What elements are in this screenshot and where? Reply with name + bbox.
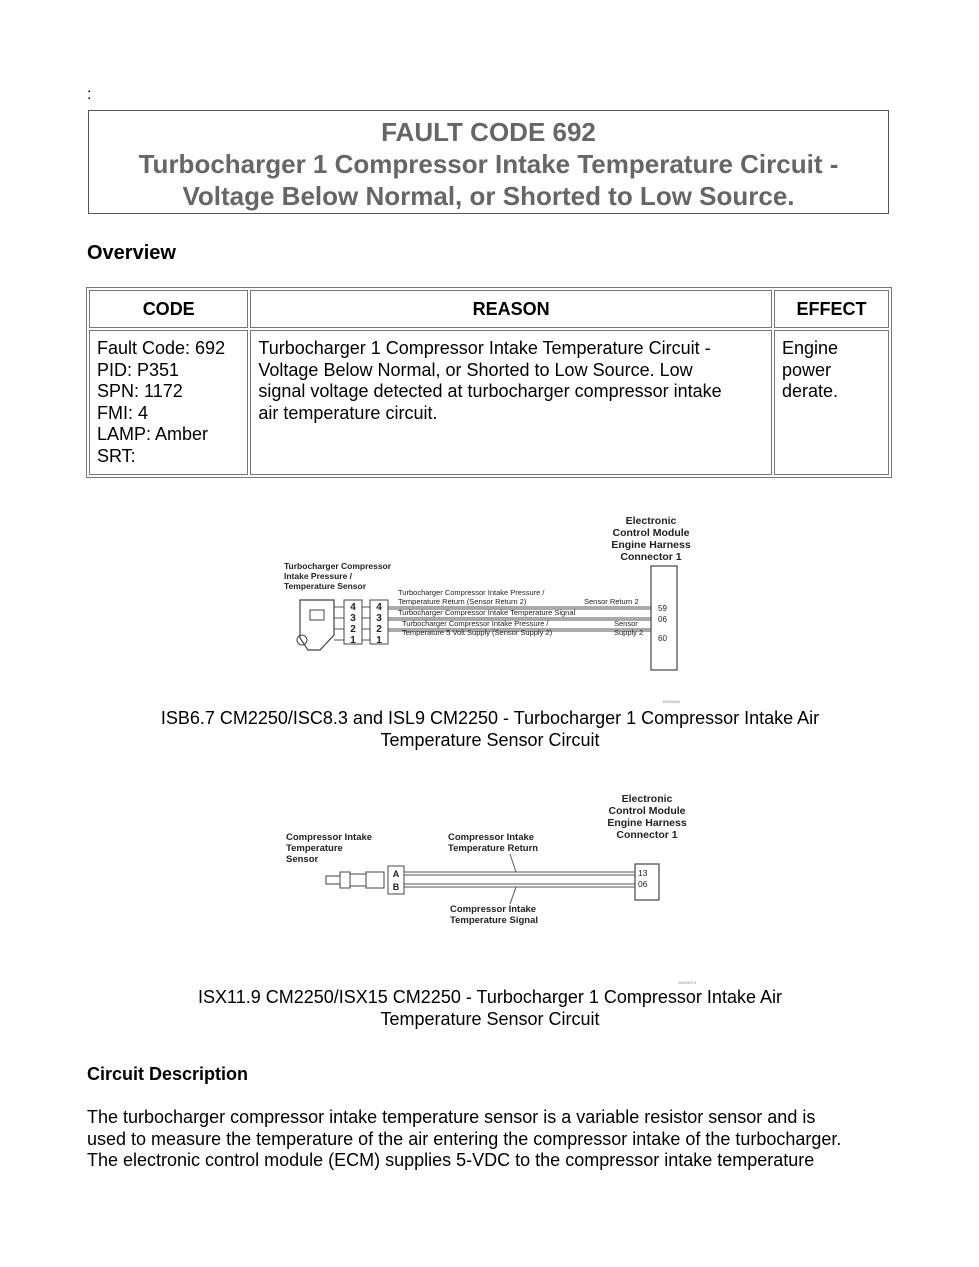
return-leader-line — [510, 854, 516, 872]
sensor-label-line: Sensor — [286, 854, 319, 865]
code-fmi: FMI: 4 — [97, 402, 149, 423]
fault-title-box — [88, 110, 889, 214]
sensor-hex — [340, 872, 350, 888]
sensor-label-line: Temperature Sensor — [284, 581, 367, 591]
fault-description-line2: Voltage Below Normal, or Shorted to Low Source. — [182, 181, 795, 211]
signal-label-line: Temperature Signal — [450, 915, 538, 926]
ecm-label-line: Control Module — [612, 527, 690, 539]
fault-code-title: FAULT CODE 692 — [381, 117, 596, 147]
reason-line: Turbocharger 1 Compressor Intake Temperature Circuit - — [258, 338, 711, 358]
ecm-pin-label: 13 — [638, 868, 648, 878]
figure-ref: 18029806 — [662, 699, 680, 704]
ecm-pin-label: 06 — [658, 615, 667, 624]
effect-cell — [774, 330, 889, 475]
reason-line: signal voltage detected at turbocharger compressor intake — [258, 381, 722, 401]
ecm-pin-label: 06 — [638, 879, 648, 889]
code-spn: SPN: 1172 — [97, 381, 183, 401]
paragraph-line: used to measure the temperature of the air entering the compressor intake of the turbocharger. — [87, 1128, 842, 1149]
pin-label: 2 — [376, 624, 382, 635]
table-header-row — [89, 290, 889, 328]
sensor-plug — [366, 872, 384, 888]
ecm-label-line: Engine Harness — [611, 539, 691, 551]
ecm-label-line: Control Module — [608, 805, 686, 817]
signal-leader-line — [510, 887, 516, 904]
pin-label: 1 — [376, 635, 382, 646]
reason-line: air temperature circuit. — [258, 402, 438, 423]
code-pid: PID: P351 — [97, 359, 180, 380]
paragraph-line: The electronic control module (ECM) supplies 5-VDC to the compressor intake temperature — [87, 1150, 815, 1170]
wiring-diagram-isx — [280, 788, 700, 988]
ecm-pin-label: 59 — [658, 604, 667, 613]
circuit-description-heading: Circuit Description — [87, 1064, 249, 1084]
leading-mark: : — [87, 86, 92, 103]
ecm-label-line: Connector 1 — [616, 829, 678, 841]
sensor-element — [310, 610, 324, 620]
wire1-short-label: Sensor Return 2 — [584, 597, 639, 606]
pin-label: A — [392, 869, 400, 879]
wire1-label-line: Turbocharger Compressor Intake Pressure / — [398, 588, 545, 597]
caption-line: ISX11.9 CM2250/ISX15 CM2250 - Turbocharger 1 Compressor Intake Air — [198, 987, 782, 1007]
effect-line: derate. — [781, 381, 839, 401]
pin-label: 1 — [350, 635, 356, 646]
wire3-short-label: Supply 2 — [614, 628, 644, 637]
wire2-label: Turbocharger Compressor Intake Temperature Signal — [398, 608, 576, 617]
header-code: CODE — [89, 290, 248, 328]
return-label-line: Compressor Intake — [448, 832, 535, 843]
table-row — [89, 330, 889, 475]
pin-label: 2 — [350, 624, 356, 635]
fault-description-line1: Turbocharger 1 Compressor Intake Temperature Circuit - — [138, 149, 839, 179]
paragraph-line: The turbocharger compressor intake temperature sensor is a variable resistor sensor and is — [87, 1107, 816, 1127]
figure2-caption — [100, 986, 880, 1030]
sensor-body — [300, 600, 334, 650]
code-lamp: LAMP: Amber — [97, 424, 209, 444]
wire3-label-line: Turbocharger Compressor Intake Pressure / — [402, 619, 549, 628]
sensor-label-line: Compressor Intake — [286, 832, 373, 843]
pin-label: 4 — [376, 602, 382, 613]
pin-label: 3 — [376, 613, 382, 624]
ecm-label-line: Electronic — [621, 793, 673, 805]
wiring-diagram-isb-isc-isl — [270, 510, 710, 710]
figure-ref: 18029574 — [678, 980, 696, 985]
wire3-short-label: Sensor — [614, 619, 638, 628]
code-srt: SRT: — [97, 445, 136, 466]
code-cell — [89, 330, 248, 475]
reason-cell — [250, 330, 772, 475]
wire3-label-line: Temperature 5 Volt Supply (Sensor Supply 2) — [402, 628, 553, 637]
pin-label: 4 — [350, 602, 356, 613]
header-effect: EFFECT — [774, 290, 889, 328]
sensor-label-line: Temperature — [286, 843, 343, 854]
ecm-label-line: Connector 1 — [620, 551, 682, 563]
caption-line: Temperature Sensor Circuit — [380, 1009, 600, 1029]
return-label-line: Temperature Return — [448, 843, 539, 854]
sensor-label-line: Turbocharger Compressor — [284, 561, 392, 571]
ecm-pin-label: 60 — [658, 634, 667, 643]
sensor-body — [350, 874, 366, 886]
header-reason: REASON — [250, 290, 772, 328]
figure1-caption — [100, 707, 880, 751]
effect-line: power — [781, 359, 831, 380]
wire1-label-line: Temperature Return (Sensor Return 2) — [398, 597, 527, 606]
pin-label: B — [392, 882, 400, 892]
ecm-label-line: Electronic — [625, 515, 677, 527]
sensor-label-line: Intake Pressure / — [284, 571, 353, 581]
ecm-label-line: Engine Harness — [607, 817, 687, 829]
circuit-description-paragraph — [87, 1107, 967, 1172]
overview-heading: Overview — [87, 242, 176, 264]
code-fault: Fault Code: 692 — [97, 338, 226, 358]
sensor-probe-tip — [326, 876, 340, 884]
signal-label-line: Compressor Intake — [450, 904, 537, 915]
caption-line: ISB6.7 CM2250/ISC8.3 and ISL9 CM2250 - Turbocharger 1 Compressor Intake Air — [160, 708, 820, 728]
reason-line: Voltage Below Normal, or Shorted to Low Source. Low — [258, 359, 693, 380]
caption-line: Temperature Sensor Circuit — [380, 730, 600, 750]
effect-line: Engine — [781, 338, 839, 358]
pin-label: 3 — [350, 613, 356, 624]
overview-table — [86, 287, 892, 478]
